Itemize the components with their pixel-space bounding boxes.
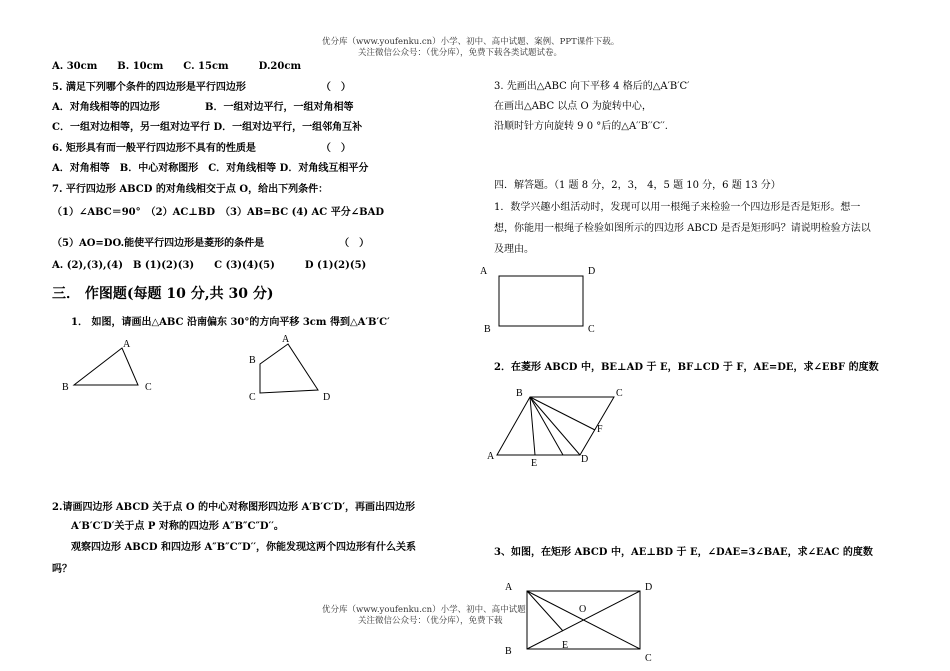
tri-label-a: A [123, 339, 131, 350]
q6-options: A．对角相等 B．中心对称图形 C．对角线相等 D．对角线互相平分 [52, 163, 369, 174]
rect2-label-o: O [579, 604, 587, 615]
solve-q1-line-1: 1．数学兴趣小组活动时，发现可以用一根绳子来检验一个四边形是否是矩形。想一 [494, 202, 861, 213]
rhombus-label-e: E [531, 458, 538, 469]
drawing-q2-line-4: 吗？ [52, 564, 72, 575]
header-line-2: 关注微信公众号：（优分库），免费下载各类试题试卷。 [358, 48, 563, 58]
solve-q1-line-3: 及理由。 [494, 244, 534, 255]
rhombus-abcd-figure [484, 384, 634, 474]
drawing-q2-line-2: A′B′C′D′关于点 P 对称的四边形 A″B″C″D′′。 [71, 521, 284, 532]
quad-label-d: D [323, 392, 331, 403]
quad-label-c: C [249, 392, 256, 403]
rect-label-a: A [480, 266, 488, 277]
footer-line-2: 关注微信公众号：（优分库），免费下载 [358, 616, 503, 626]
footer-line-1: 优分库（www.youfenku.cn）小学、初中、高中试题 [322, 605, 526, 615]
rectangle-diagonals-figure [500, 578, 660, 671]
quadrilateral-abcd-figure [245, 332, 335, 404]
rect-label-c: C [588, 324, 595, 335]
solve-q1-line-2: 想，你能用一根绳子检验如图所示的四边形 ABCD 是否是矩形吗？请说明检验方法以 [494, 223, 871, 234]
rect2-label-c: C [645, 653, 652, 664]
rhombus-label-f: F [597, 424, 603, 435]
section-4-title: 四．解答题。（1 题 8 分，2，3， 4，5 题 10 分，6 题 13 分） [494, 180, 781, 191]
rect2-label-d: D [645, 582, 653, 593]
q5-option-b: B．一组对边平行，一组对角相等 [205, 102, 354, 113]
rect-label-d: D [588, 266, 596, 277]
rect-label-b: B [484, 324, 491, 335]
drawing-q3-line-1: 3. 先画出△ABC 向下平移 4 格后的△A′B′C′ [494, 81, 690, 92]
drawing-q2-line-1: 2.请画四边形 ABCD 关于点 O 的中心对称图形四边形 A′B′C′D′，再画出四边形 [52, 502, 415, 513]
q4-options: A. 30cm B. 10cm C. 15cm D.20cm [52, 61, 302, 72]
q7-options: A. (2),(3),(4) B (1)(2)(3) C (3)(4)(5) D (1)(2)(5) [52, 260, 367, 271]
solve-q2-stem: 2．在菱形 ABCD 中，BE⊥AD 于 E，BF⊥CD 于 F，AE=DE，求∠EBF 的度数 [494, 362, 879, 373]
rect2-label-a: A [505, 582, 513, 593]
rhombus-label-d: D [581, 454, 589, 465]
q7-conditions: （1）∠ABC＝90° （2）AC⊥BD （3）AB=BC (4) AC 平分∠BAD [52, 207, 384, 218]
drawing-q2-line-3: 观察四边形 ABCD 和四边形 A″B″C″D′′，你能发现这两个四边形有什么关系 [71, 542, 416, 553]
q5-option-a: A．对角线相等的四边形 [52, 102, 160, 113]
rect2-label-e: E [562, 640, 569, 651]
tri-label-c: C [145, 382, 152, 393]
tri-label-b: B [62, 382, 69, 393]
q6-stem: 6. 矩形具有而一般平行四边形不具有的性质是 （ ） [52, 143, 351, 154]
q5-option-cd: C．一组对边相等，另一组对边平行 D．一组对边平行，一组邻角互补 [52, 122, 363, 133]
q7-stem: 7. 平行四边形 ABCD 的对角线相交于点 O，给出下列条件： [52, 184, 329, 195]
solve-q3-stem: 3、如图，在矩形 ABCD 中，AE⊥BD 于 E，∠DAE=3∠BAE，求∠EAC 的度数 [494, 547, 873, 558]
q7-condition-5: （5）AO=DO.能使平行四边形是菱形的条件是 （ ） [52, 238, 370, 249]
rect2-label-b: B [505, 646, 512, 657]
quad-label-b: B [249, 355, 256, 366]
triangle-abc-figure [60, 338, 170, 398]
drawing-q1-stem: 1． 如图，请画出△ABC 沿南偏东 30°的方向平移 3cm 得到△A′B′C′ [71, 317, 390, 328]
section-3-title: 三． 作图题(每题 10 分,共 30 分) [52, 286, 274, 302]
rhombus-label-b: B [516, 388, 523, 399]
drawing-q3-line-3: 沿顺时针方向旋转 9 0 °后的△A′′B′′C′′. [494, 121, 668, 132]
header-line-1: 优分库（www.youfenku.cn）小学、初中、高中试题、案例、PPT课件下载。 [322, 37, 620, 47]
quad-label-a: A [282, 334, 290, 345]
drawing-q3-line-2: 在画出△ABC 以点 O 为旋转中心， [494, 101, 652, 112]
rectangle-abcd-figure [478, 262, 608, 338]
rhombus-label-c: C [616, 388, 623, 399]
rhombus-label-a: A [487, 451, 495, 462]
q5-stem: 5. 满足下列哪个条件的四边形是平行四边形 （ ） [52, 82, 351, 93]
